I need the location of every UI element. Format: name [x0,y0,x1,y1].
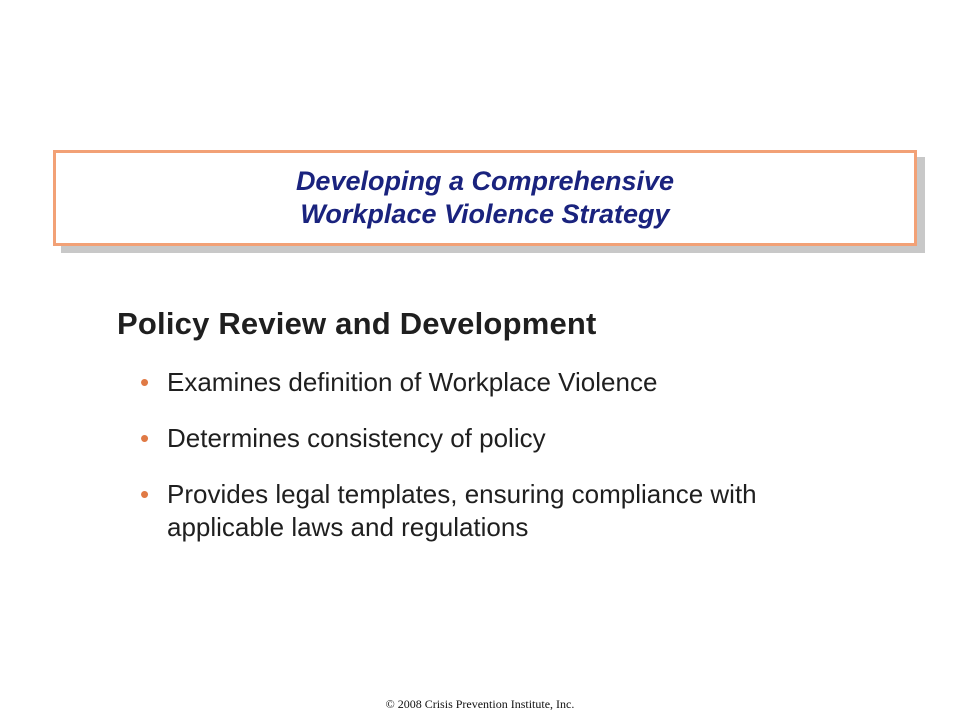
slide-title [296,165,674,231]
bullet-text: Examines definition of Workplace Violence [167,367,658,397]
bullet-item [140,366,860,399]
bullet-list [140,366,860,567]
copyright-footer: © 2008 Crisis Prevention Institute, Inc. [385,697,575,711]
bullet-item [140,422,860,455]
bullet-item [140,478,860,544]
bullet-text: Determines consistency of policy [167,423,546,453]
bullet-icon: • [140,479,150,509]
slide-title-line-2: Workplace Violence Strategy [300,199,670,229]
slide-title-line-1: Developing a Comprehensive [295,166,675,196]
section-heading: Policy Review and Development [117,306,597,341]
bullet-text: Provides legal templates, ensuring compliance with applicable laws and regulations [167,479,757,542]
bullet-icon: • [140,367,150,397]
title-box [53,150,917,246]
bullet-icon: • [140,423,150,453]
